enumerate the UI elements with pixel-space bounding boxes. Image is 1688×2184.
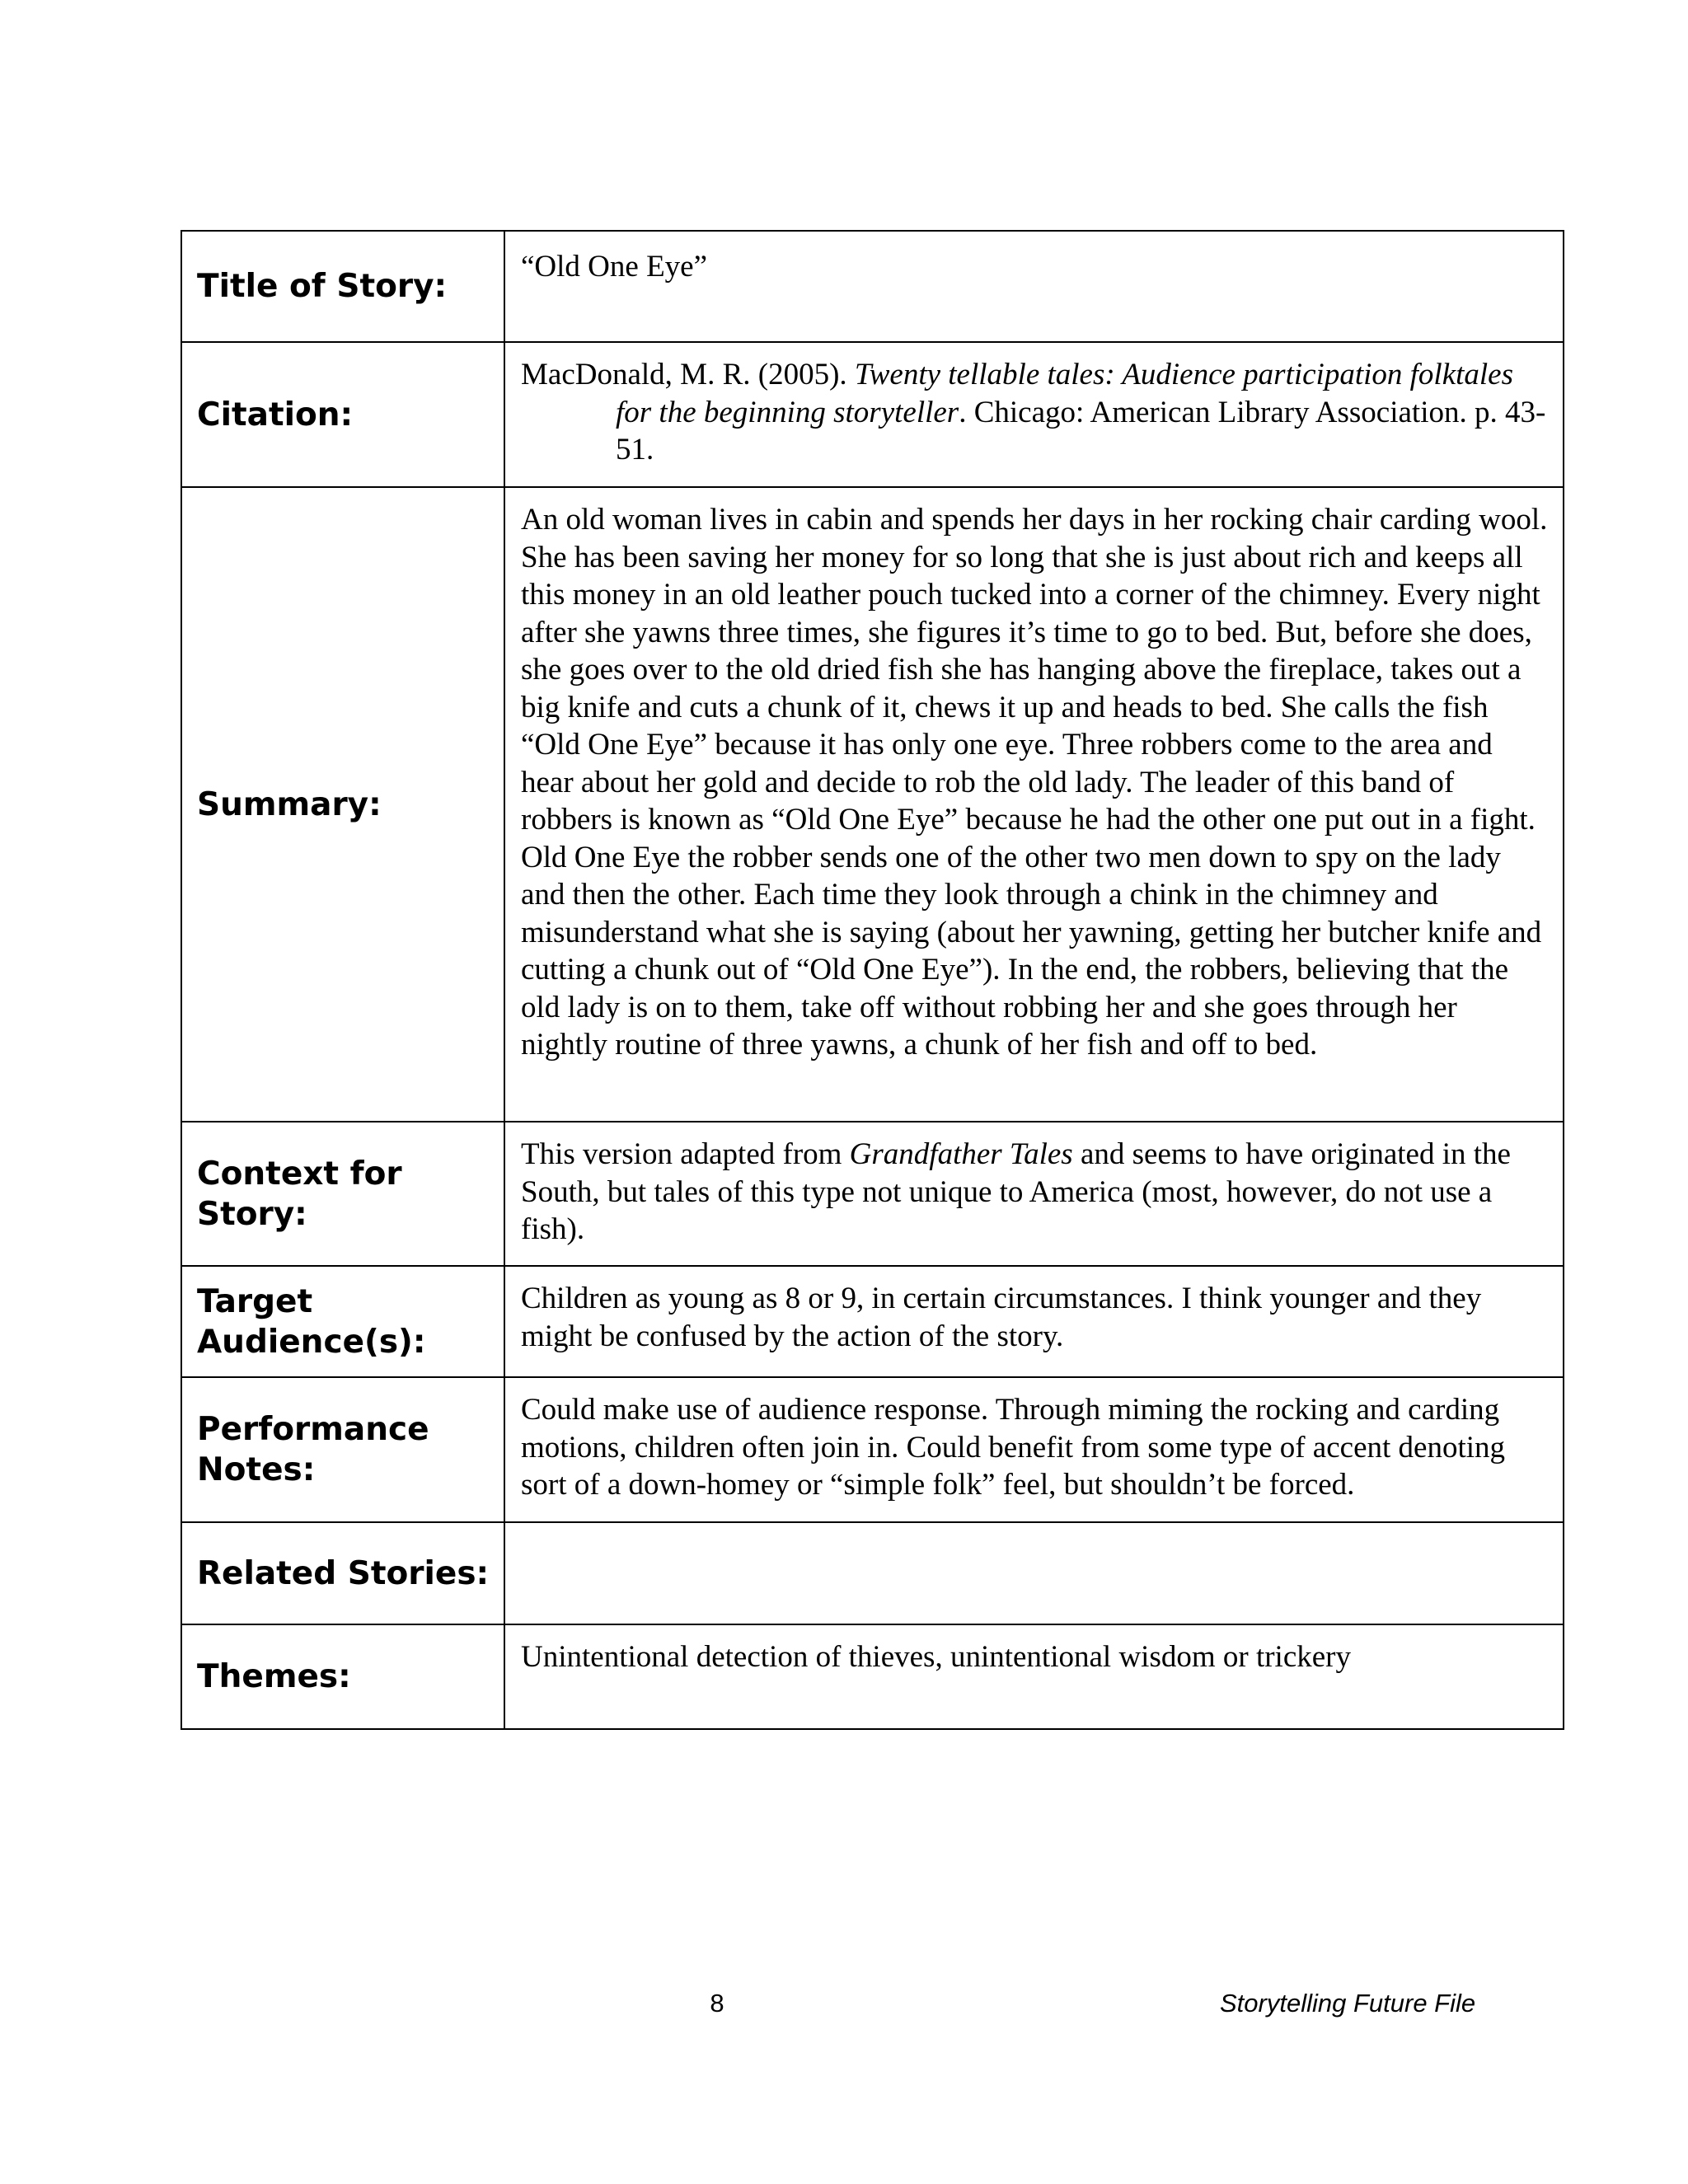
- row-citation: [181, 342, 1564, 487]
- label-audience: Target Audience(s):: [181, 1266, 504, 1377]
- context-before: This version adapted from: [521, 1137, 850, 1171]
- value-citation: [504, 342, 1564, 487]
- citation-text: [521, 356, 1550, 469]
- label-context: Context for Story:: [181, 1122, 504, 1266]
- context-text: [521, 1136, 1550, 1249]
- label-related: Related Stories:: [181, 1522, 504, 1624]
- label-summary: Summary:: [181, 487, 504, 1122]
- label-themes: Themes:: [181, 1624, 504, 1729]
- row-title: [181, 231, 1564, 342]
- row-audience: [181, 1266, 1564, 1377]
- document-title: Storytelling Future File: [1220, 1989, 1476, 2018]
- context-source-title: Grandfather Tales: [849, 1137, 1073, 1171]
- citation-publisher: . Chicago: American Library Association. p. 43-51.: [616, 395, 1546, 466]
- citation-author: MacDonald, M. R. (2005).: [521, 358, 855, 391]
- value-performance: Could make use of audience response. Through miming the rocking and carding motions, children often join in. Could benefit from some type of accent denoting sort of a down-homey or “simple folk” feel, but shouldn’t be forced.: [504, 1377, 1564, 1522]
- value-audience: Children as young as 8 or 9, in certain circumstances. I think younger and they might be confused by the action of the story.: [504, 1266, 1564, 1377]
- citation-book-title: Twenty tellable tales: Audience participation folktales for the beginning storyteller: [616, 358, 1514, 429]
- row-related: [181, 1522, 1564, 1624]
- row-context: [181, 1122, 1564, 1266]
- row-themes: [181, 1624, 1564, 1729]
- label-citation: Citation:: [181, 342, 504, 487]
- summary-text: An old woman lives in cabin and spends her days in her rocking chair carding wool. She has been saving her money for so long that she is just about rich and keeps all this money in an old leather pouch tucked into a corner of the chimney. Every night after she yawns three times, she figures it’s time to go to bed. But, before she does, she goes over to the old dried fish she has hanging above the fireplace, takes out a big knife and cuts a chunk of it, chews it up and heads to bed. She calls the fish “Old One Eye” because it has only one eye. Three robbers come to the area and hear about her gold and decide to rob the old lady. The leader of this band of robbers is known as “Old One Eye” because he had the other one put out in a fight. Old One Eye the robber sends one of the other two men down to spy on the lady and then the other. Each time they look through a chink in the chimney and misunderstand what she is saying (about her yawning, getting her butcher knife and cutting a chunk out of “Old One Eye”). In the end, the robbers, believing that the old lady is on to them, take off without robbing her and she goes through her nightly routine of three yawns, a chunk of her fish and off to bed.: [521, 503, 1548, 1062]
- value-context: [504, 1122, 1564, 1266]
- page-number: 8: [710, 1989, 724, 2018]
- label-performance: Performance Notes:: [181, 1377, 504, 1522]
- value-summary: [504, 487, 1564, 1122]
- row-summary: [181, 487, 1564, 1122]
- context-after: and seems to have originated in the South, but tales of this type not unique to America (most, however, do not use a fish).: [521, 1137, 1511, 1246]
- story-record-table: [181, 230, 1564, 1730]
- label-title: Title of Story:: [181, 231, 504, 342]
- value-related: [504, 1522, 1564, 1624]
- row-performance: [181, 1377, 1564, 1522]
- value-themes: Unintentional detection of thieves, unintentional wisdom or trickery: [504, 1624, 1564, 1729]
- value-title: “Old One Eye”: [504, 231, 1564, 342]
